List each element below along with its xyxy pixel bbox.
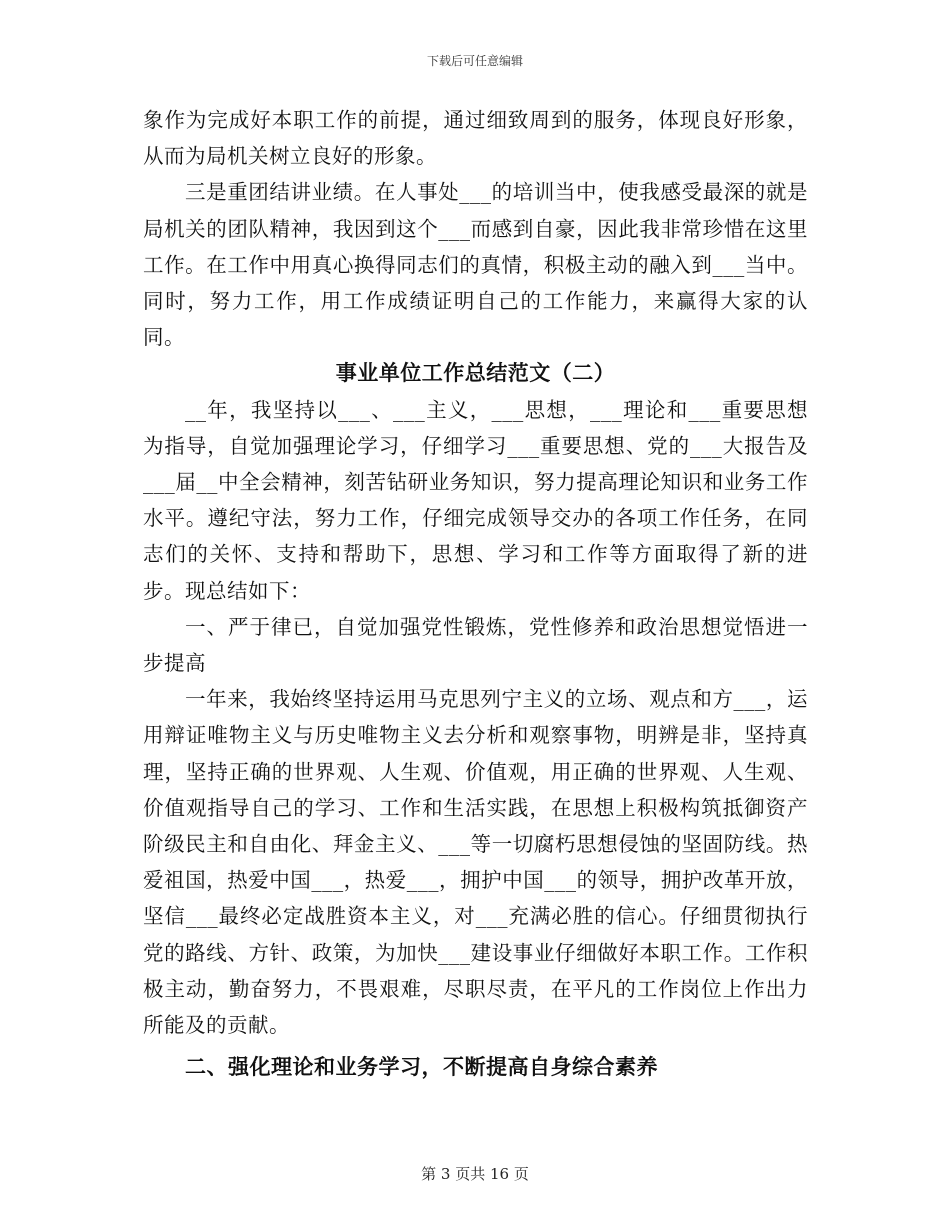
- page-header: 下载后可任意编辑: [426, 54, 523, 68]
- document-title: 事业单位工作总结范文（二）: [335, 360, 616, 386]
- section-heading-1: 一、严于律已，自觉加强党性锻炼，党性修养和政治思想觉悟进一步提高: [143, 614, 808, 676]
- section-heading-2: 二、强化理论和业务学习，不断提高自身综合素养: [185, 1054, 658, 1080]
- document-body: [143, 102, 808, 1085]
- paragraph-teamwork: 三是重团结讲业绩。在人事处___的培训当中，使我感受最深的就是局机关的团队精神，我因到这个___而感到自豪，因此我非常珍惜在这里工作。在工作中用真心换得同志们的真情，积极主动的融入到___当中。同时，努力工作，用工作成绩证明自己的工作能力，来赢得大家的认同。: [143, 180, 808, 350]
- page-footer: 第 3 页共 16 页: [421, 1165, 529, 1183]
- paragraph-intro: __年，我坚持以___、___主义，___思想，___理论和___重要思想为指导，自觉加强理论学习，仔细学习___重要思想、党的___大报告及___届__中全会精神，刻苦钻研业务知识，努力提高理论知识和业务工作水平。遵纪守法，努力工作，仔细完成领导交办的各项工作任务，在同志们的关怀、支持和帮助下，思想、学习和工作等方面取得了新的进步。现总结如下：: [143, 397, 808, 603]
- paragraph-section-1-body: 一年来，我始终坚持运用马克思列宁主义的立场、观点和方___，运用辩证唯物主义与历史唯物主义去分析和观察事物，明辨是非，坚持真理，坚持正确的世界观、人生观、价值观，用正确的世界观、人生观、价值观指导自己的学习、工作和生活实践，在思想上积极构筑抵御资产阶级民主和自由化、拜金主义、___等一切腐朽思想侵蚀的坚固防线。热爱祖国，热爱中国___，热爱___，拥护中国___的领导，拥护改革开放，坚信___最终必定战胜资本主义，对___充满必胜的信心。仔细贯彻执行党的路线、方针、政策，为加快___建设事业仔细做好本职工作。工作积极主动，勤奋努力，不畏艰难，尽职尽责，在平凡的工作岗位上作出力所能及的贡献。: [143, 687, 808, 1038]
- paragraph-continuation: 象作为完成好本职工作的前提，通过细致周到的服务，体现良好形象，从而为局机关树立良好的形象。: [143, 108, 808, 169]
